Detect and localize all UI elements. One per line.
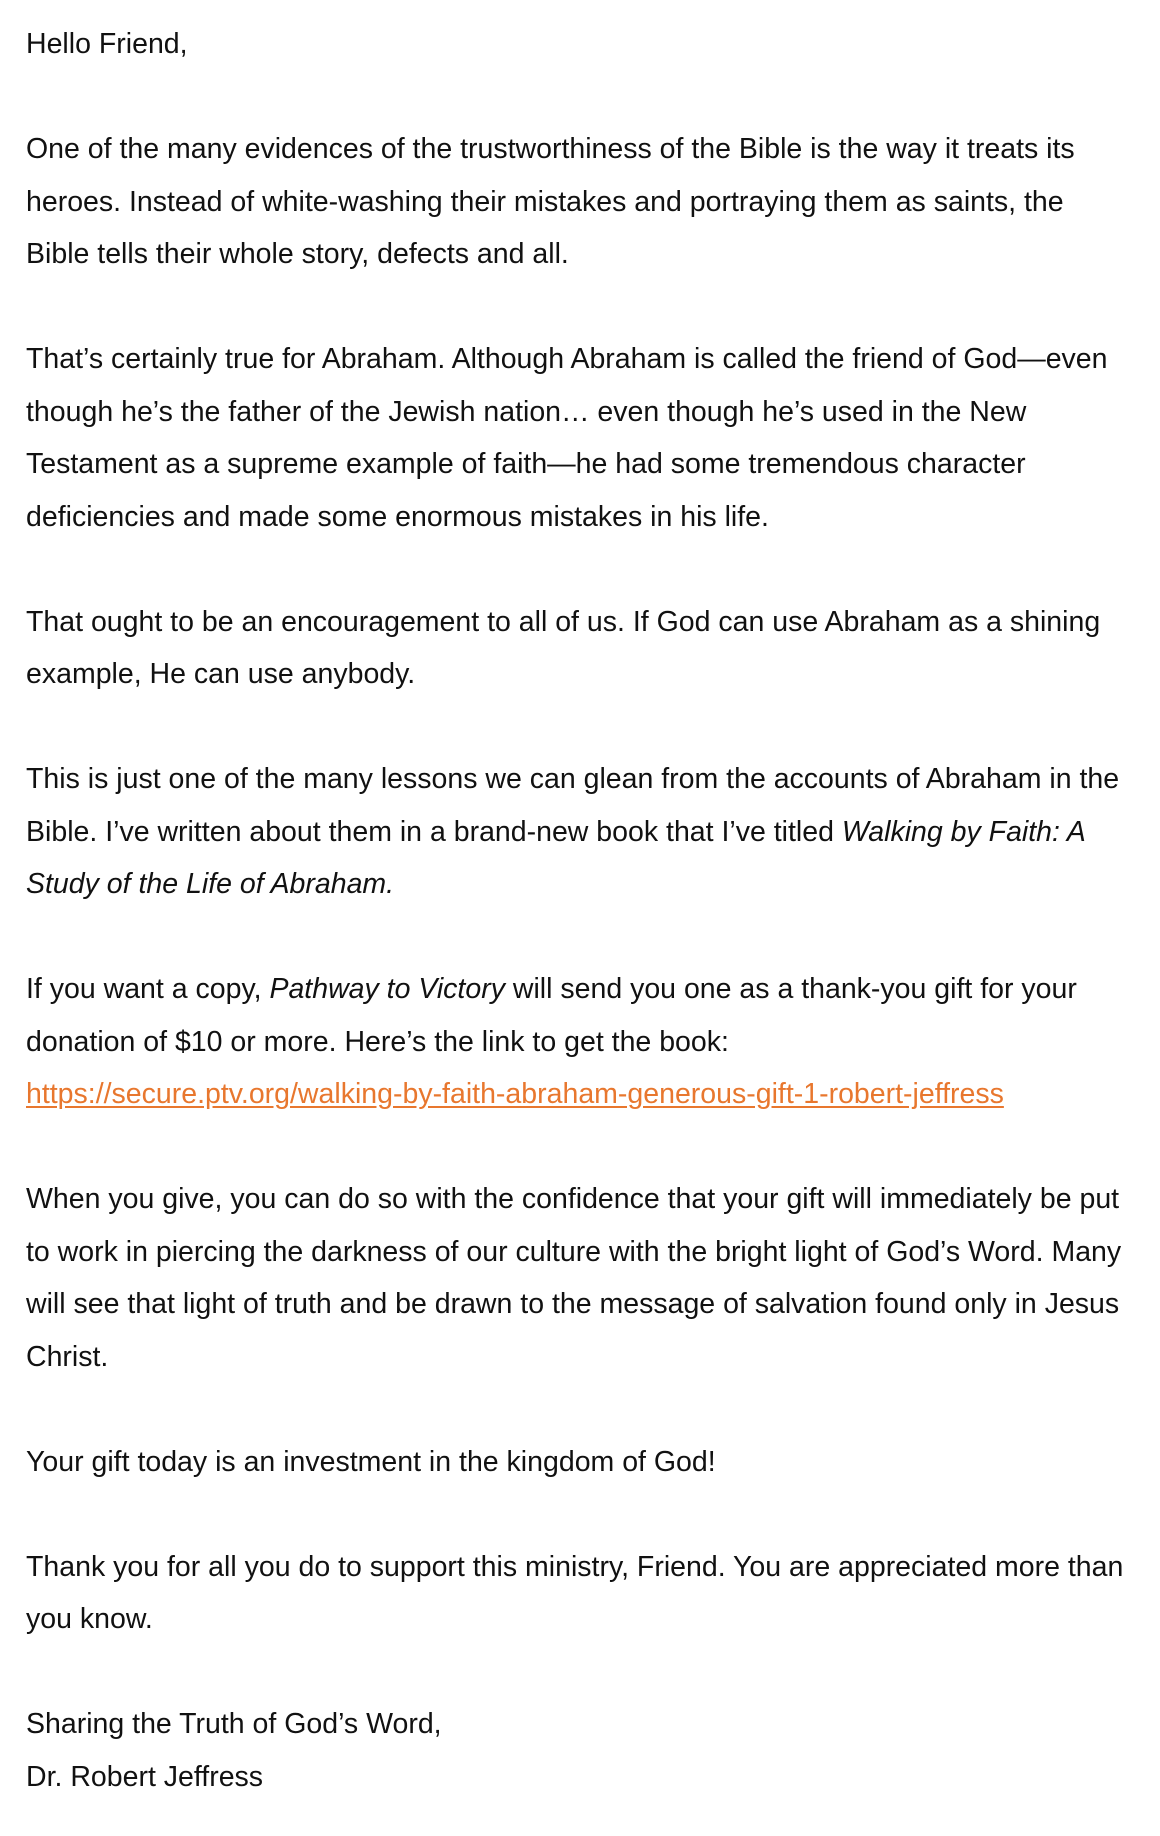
paragraph-thank-you: Thank you for all you do to support this ministry, Friend. You are appreciated more than you know. bbox=[26, 1550, 1124, 1635]
paragraph-investment: Your gift today is an investment in the kingdom of God! bbox=[26, 1445, 716, 1478]
paragraph-encouragement: That ought to be an encouragement to all of us. If God can use Abraham as a shining example, He can use anybody. bbox=[26, 605, 1101, 690]
paragraph-trustworthiness: One of the many evidences of the trustworthiness of the Bible is the way it treats its heroes. Instead of white-washing their mistakes and portraying them as saints, the Bible tells their whole story, defects and all. bbox=[26, 133, 1075, 270]
book-title: Walking by Faith: A Study of the Life of Abraham. bbox=[26, 815, 1085, 900]
greeting: Hello Friend, bbox=[26, 28, 188, 60]
ministry-name: Pathway to Victory bbox=[269, 973, 505, 1005]
paragraph-book-intro bbox=[26, 753, 1134, 911]
offer-text-before: If you want a copy, bbox=[26, 973, 270, 1005]
book-intro-text: This is just one of the many lessons we can glean from the accounts of Abraham in the Bible. I’ve written about them in a brand-new book that I’ve titled bbox=[26, 763, 1120, 848]
paragraph-abraham-character: That’s certainly true for Abraham. Although Abraham is called the friend of God—even though he’s the father of the Jewish nation… even though he’s used in the New Testament as a supreme example of faith—he had some tremendous character deficiencies and made some enormous mistakes in his life. bbox=[26, 343, 1108, 533]
book-offer-link[interactable]: https://secure.ptv.org/walking-by-faith-abraham-generous-gift-1-robert-jeffress bbox=[26, 1078, 1004, 1110]
paragraph-give-confidence: When you give, you can do so with the confidence that your gift will immediately be put to work in piercing the darkness of our culture with the bright light of God’s Word. Many will see that light of truth and be drawn to the message of salvation found only in Jesus Christ. bbox=[26, 1183, 1122, 1373]
paragraph-offer bbox=[26, 963, 1134, 1121]
closing-line: Sharing the Truth of God’s Word, bbox=[26, 1708, 442, 1740]
signature: Dr. Robert Jeffress bbox=[26, 1760, 264, 1793]
offer-text-after: will send you one as a thank-you gift for your donation of $10 or more. Here’s the link to get the book: bbox=[26, 973, 1077, 1058]
